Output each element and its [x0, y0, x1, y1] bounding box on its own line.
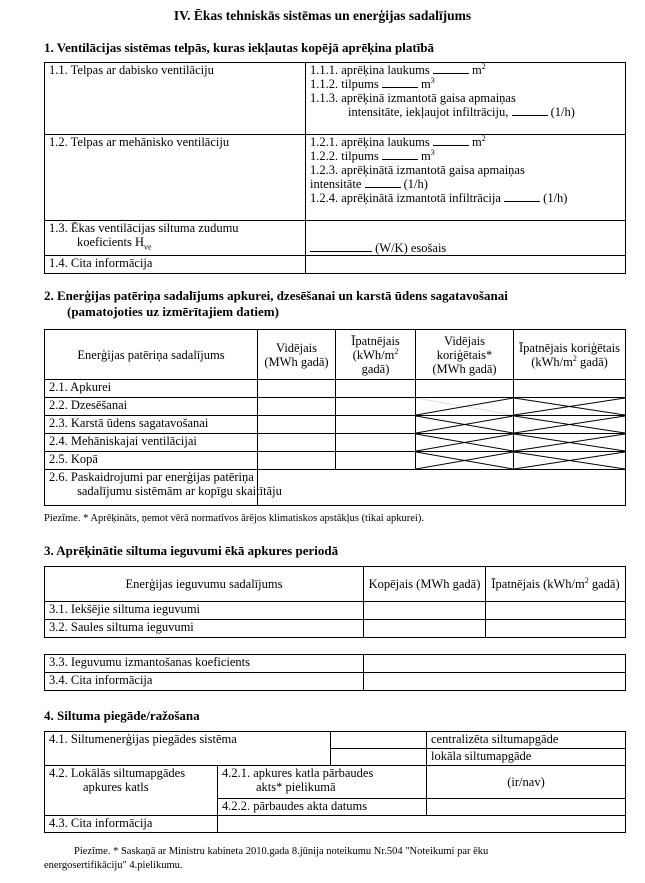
section-3-heading: 3. Aprēķinātie siltuma ieguvumi ēkā apkures periodā	[44, 543, 339, 558]
value-cell[interactable]	[364, 655, 626, 673]
col-header: Vidējais (MWh gadā)	[258, 330, 336, 380]
section-4-note-line2: energosertifikāciju" 4.pielikumu.	[44, 860, 183, 871]
col-header	[514, 330, 626, 380]
table-row	[45, 380, 626, 398]
row-label	[45, 766, 218, 816]
value-cell[interactable]	[486, 620, 626, 638]
col-header-text: gadā)	[591, 577, 620, 591]
row-label: 1.4. Cita informācija	[45, 255, 306, 273]
col-header-text: Īpatnējais koriģētais (kWh/m	[518, 340, 620, 369]
table-row	[45, 602, 626, 620]
table-row	[45, 452, 626, 470]
inspection-act-field[interactable]: (ir/nav)	[427, 766, 626, 799]
volume-field[interactable]	[382, 87, 418, 88]
table-row	[45, 620, 626, 638]
table-row	[45, 655, 626, 673]
value-cell[interactable]	[258, 398, 336, 416]
table-header	[45, 567, 626, 602]
section-2-note: Piezīme. * Aprēķināts, ņemot vērā normatīvos ārējos klimatiskos apstākļus (tikai apkurei).	[44, 513, 424, 524]
other-info-cell[interactable]	[218, 816, 626, 833]
value-cell[interactable]	[514, 380, 626, 398]
col-header	[486, 567, 626, 602]
crossed-cell	[416, 398, 514, 416]
label-line: 4.2.1. apkures katla pārbaudes	[222, 766, 374, 780]
value-cell[interactable]	[336, 452, 416, 470]
value-cell[interactable]	[364, 602, 486, 620]
table-row	[45, 816, 626, 833]
section-1-heading: 1. Ventilācijas sistēmas telpās, kuras iekļautas kopējā aprēķina platībā	[44, 40, 435, 55]
value-cell[interactable]	[336, 416, 416, 434]
air-exchange-field[interactable]	[365, 187, 401, 188]
crossed-cell	[416, 416, 514, 434]
field-label: intensitāte	[310, 177, 362, 191]
heat-gains-table-2	[44, 654, 626, 691]
heat-loss-field[interactable]	[310, 251, 372, 252]
crossed-cell	[514, 398, 626, 416]
col-header: Vidējais koriģētais* (MWh gadā)	[416, 330, 514, 380]
unit: m	[421, 149, 431, 163]
crossed-cell	[514, 434, 626, 452]
field-label: 1.1.2. tilpums	[310, 77, 379, 91]
heat-supply-table	[44, 731, 626, 833]
value-cell[interactable]	[258, 452, 336, 470]
area-field[interactable]	[433, 73, 469, 74]
crossed-cell	[416, 452, 514, 470]
unit-sup: 3	[430, 76, 435, 85]
explanation-cell[interactable]	[258, 470, 626, 506]
row-label: 3.2. Saules siltuma ieguvumi	[45, 620, 364, 638]
row-label: 2.5. Kopā	[45, 452, 258, 470]
label-line: 2.6. Paskaidrojumi par enerģijas patēriņa	[49, 470, 254, 484]
field-label: 1.1.3. aprēķinā izmantotā gaisa apmaiņas	[310, 91, 516, 105]
table-row	[45, 470, 626, 506]
label-line: sadalījumu sistēmām ar kopīgu skaitītāju	[77, 484, 282, 498]
label-line: 1.3. Ēkas ventilācijas siltuma zudumu	[49, 221, 239, 235]
label-sub: ve	[144, 242, 152, 252]
table-row	[45, 673, 626, 691]
unit: (1/h)	[550, 105, 575, 119]
page-title: IV. Ēkas tehniskās sistēmas un enerģijas sadalījums	[173, 8, 472, 23]
value-cell[interactable]	[258, 434, 336, 452]
heat-gains-table	[44, 566, 626, 638]
label-line: 4.2. Lokālās siltumapgādes	[49, 766, 186, 780]
col-header: Enerģijas patēriņa sadalījums	[45, 330, 258, 380]
row-label: 4.3. Cita informācija	[45, 816, 218, 833]
table-row	[45, 766, 626, 799]
col-header: Enerģijas ieguvumu sadalījums	[45, 567, 364, 602]
table-row	[45, 135, 626, 221]
field-label: intensitāte, iekļaujot infiltrāciju,	[348, 105, 509, 119]
energy-consumption-table	[44, 329, 626, 506]
row-label: 2.1. Apkurei	[45, 380, 258, 398]
option-check[interactable]	[331, 732, 427, 749]
row-values	[306, 135, 626, 221]
section-4-note-line1: Piezīme. * Saskaņā ar Ministru kabineta 2010.gada 8.jūnija noteikumu Nr.504 "Noteikumi par ēku	[74, 846, 489, 857]
row-label: 1.1. Telpas ar dabisko ventilāciju	[45, 63, 306, 135]
row-label	[218, 766, 427, 799]
value-cell[interactable]	[364, 620, 486, 638]
value-cell[interactable]	[336, 398, 416, 416]
col-header	[336, 330, 416, 380]
row-values	[306, 221, 626, 256]
label-line: akts* pielikumā	[256, 780, 336, 794]
value-cell[interactable]	[336, 434, 416, 452]
unit-sup: 2	[481, 134, 486, 143]
col-header-text: gadā)	[361, 361, 390, 376]
row-label: 3.4. Cita informācija	[45, 673, 364, 691]
row-label: 2.2. Dzesēšanai	[45, 398, 258, 416]
row-label	[45, 221, 306, 256]
value-cell[interactable]	[258, 380, 336, 398]
label-line: apkures katls	[83, 780, 149, 794]
unit-sup: 3	[430, 148, 435, 157]
section-4-heading: 4. Siltuma piegāde/ražošana	[44, 708, 200, 723]
col-header-sup: 2	[584, 576, 589, 585]
unit: m	[472, 63, 482, 77]
table-row	[45, 221, 626, 256]
row-values	[306, 63, 626, 135]
col-header-text: Īpatnējais (kWh/m	[491, 577, 585, 591]
option-label: lokāla siltumapgāde	[427, 749, 626, 766]
section-2-subheading: (pamatojoties uz izmērītajiem datiem)	[67, 304, 279, 319]
field-label: 1.1.1. aprēķina laukums	[310, 63, 430, 77]
value-cell[interactable]	[258, 416, 336, 434]
unit: (W/K) esošais	[375, 240, 447, 255]
field-label: 1.2.1. aprēķina laukums	[310, 135, 430, 149]
field-label: 1.2.4. aprēķinātā izmantotā infiltrācija	[310, 191, 501, 205]
table-row	[45, 416, 626, 434]
row-label	[45, 470, 282, 506]
option-label: centralizēta siltumapgāde	[427, 732, 626, 749]
table-row	[45, 255, 626, 273]
col-header-sup: 2	[394, 346, 399, 356]
table-header	[45, 330, 626, 380]
ventilation-table	[44, 62, 626, 274]
field-label: 1.2.2. tilpums	[310, 149, 379, 163]
table-row	[45, 732, 626, 749]
row-label: 2.4. Mehāniskajai ventilācijai	[45, 434, 258, 452]
unit: (1/h)	[403, 177, 428, 191]
inspection-date-field[interactable]	[427, 799, 626, 816]
crossed-cell	[416, 434, 514, 452]
col-header: Kopējais (MWh gadā)	[364, 567, 486, 602]
crossed-cell	[514, 452, 626, 470]
value-cell[interactable]	[364, 673, 626, 691]
unit: (1/h)	[543, 191, 568, 205]
row-label: 2.3. Karstā ūdens sagatavošanai	[45, 416, 258, 434]
label-line: koeficients H	[77, 235, 144, 249]
crossed-cell	[514, 416, 626, 434]
table-row	[45, 398, 626, 416]
row-label: 3.3. Ieguvumu izmantošanas koeficients	[45, 655, 364, 673]
infiltration-field[interactable]	[504, 201, 540, 202]
table-row	[45, 434, 626, 452]
col-header-sup: 2	[572, 353, 577, 363]
value-cell[interactable]	[416, 380, 514, 398]
row-label: 4.2.2. pārbaudes akta datums	[218, 799, 427, 816]
col-header-text: Īpatnējais (kWh/m	[351, 333, 400, 362]
unit: m	[472, 135, 482, 149]
row-label: 1.2. Telpas ar mehānisko ventilāciju	[45, 135, 306, 221]
value-cell[interactable]	[336, 380, 416, 398]
volume-field[interactable]	[382, 159, 418, 160]
option-check[interactable]	[331, 749, 427, 766]
row-label: 3.1. Iekšējie siltuma ieguvumi	[45, 602, 364, 620]
field-label: 1.2.3. aprēķinātā izmantotā gaisa apmaiņas	[310, 163, 525, 177]
row-label: 4.1. Siltumenerģijas piegādes sistēma	[45, 732, 331, 766]
value-cell[interactable]	[486, 602, 626, 620]
table-row	[45, 63, 626, 135]
area-field[interactable]	[433, 145, 469, 146]
unit: m	[421, 77, 431, 91]
section-2-heading: 2. Enerģijas patēriņa sadalījums apkurei, dzesēšanai un karstā ūdens sagatavošanai	[44, 288, 508, 303]
unit-sup: 2	[481, 62, 486, 71]
other-info-cell[interactable]	[306, 255, 626, 273]
air-exchange-field[interactable]	[512, 115, 548, 116]
col-header-text: gadā)	[580, 354, 608, 369]
